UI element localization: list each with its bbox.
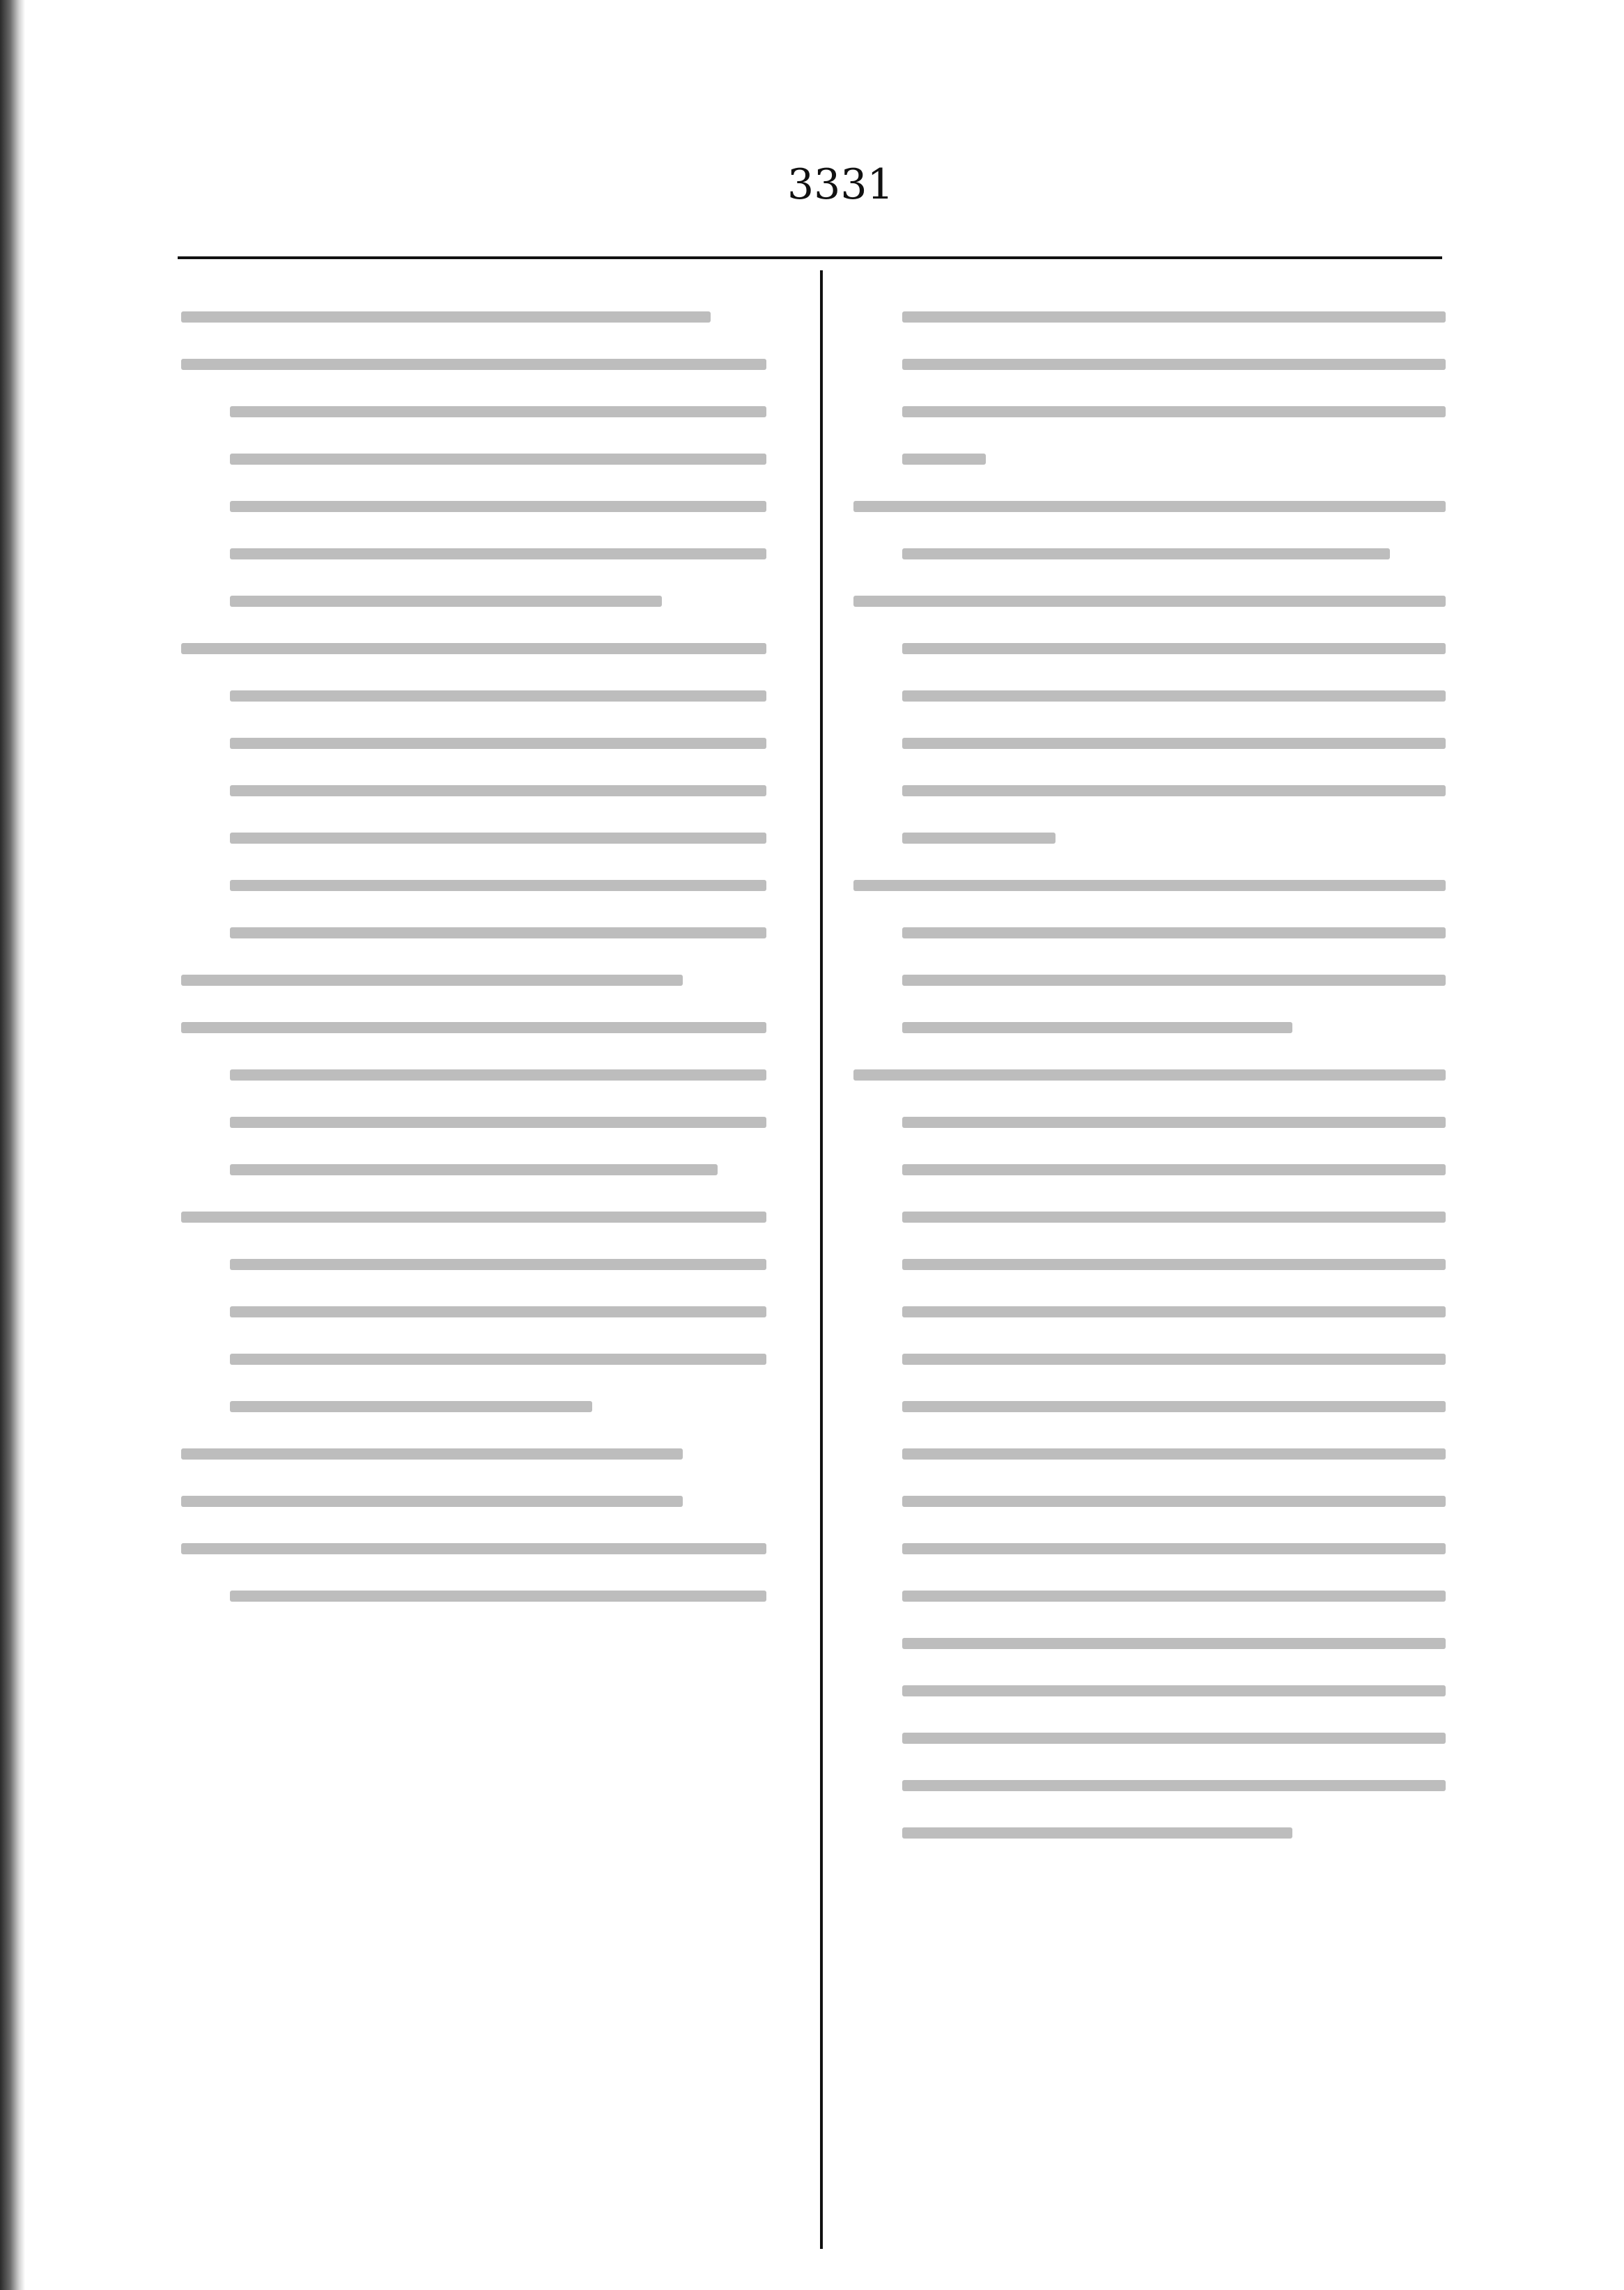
text-line-placeholder bbox=[902, 1543, 1446, 1554]
dictionary-entry bbox=[181, 975, 777, 986]
text-line-placeholder bbox=[230, 1591, 766, 1602]
text-line-placeholder bbox=[230, 1069, 766, 1081]
page-number: 3331 bbox=[787, 160, 894, 209]
text-line-placeholder bbox=[902, 643, 1446, 654]
dictionary-entry bbox=[853, 1069, 1449, 1839]
dictionary-entry bbox=[181, 1496, 777, 1507]
text-line-placeholder bbox=[902, 548, 1390, 559]
dictionary-entry bbox=[853, 311, 1449, 465]
text-line-placeholder bbox=[230, 1401, 592, 1412]
text-line-placeholder bbox=[230, 785, 766, 796]
dictionary-entry bbox=[181, 1022, 777, 1175]
text-line-placeholder bbox=[230, 501, 766, 512]
text-line-placeholder bbox=[902, 1685, 1446, 1696]
text-line-placeholder bbox=[902, 927, 1446, 938]
text-line-placeholder bbox=[230, 880, 766, 891]
text-line-placeholder bbox=[230, 1117, 766, 1128]
dictionary-entry bbox=[853, 596, 1449, 844]
text-line-placeholder bbox=[902, 1354, 1446, 1365]
column-divider bbox=[820, 270, 823, 2249]
scan-edge-shadow bbox=[0, 0, 25, 2290]
text-line-placeholder bbox=[230, 548, 766, 559]
text-line-placeholder bbox=[902, 359, 1446, 370]
text-line-placeholder bbox=[902, 785, 1446, 796]
text-line-placeholder bbox=[902, 1448, 1446, 1460]
text-line-placeholder bbox=[230, 1354, 766, 1365]
dictionary-entry bbox=[181, 359, 777, 607]
text-line-placeholder bbox=[902, 1827, 1292, 1839]
text-line-placeholder bbox=[230, 927, 766, 938]
text-line-placeholder bbox=[853, 880, 1446, 891]
dictionary-entry bbox=[181, 1448, 777, 1460]
text-line-placeholder bbox=[902, 1401, 1446, 1412]
text-line-placeholder bbox=[853, 1069, 1446, 1081]
text-line-placeholder bbox=[902, 1306, 1446, 1317]
dictionary-entry bbox=[181, 311, 777, 323]
text-line-placeholder bbox=[230, 596, 662, 607]
text-line-placeholder bbox=[230, 738, 766, 749]
text-line-placeholder bbox=[181, 311, 711, 323]
text-line-placeholder bbox=[902, 406, 1446, 417]
text-line-placeholder bbox=[902, 1733, 1446, 1744]
text-line-placeholder bbox=[181, 359, 766, 370]
text-line-placeholder bbox=[181, 1543, 766, 1554]
text-line-placeholder bbox=[181, 643, 766, 654]
text-line-placeholder bbox=[230, 1259, 766, 1270]
text-line-placeholder bbox=[902, 1022, 1292, 1033]
dictionary-entry bbox=[181, 1212, 777, 1412]
text-line-placeholder bbox=[230, 690, 766, 702]
dictionary-entry bbox=[181, 1543, 777, 1602]
text-line-placeholder bbox=[902, 1259, 1446, 1270]
text-line-placeholder bbox=[230, 1164, 718, 1175]
text-line-placeholder bbox=[902, 1496, 1446, 1507]
right-column bbox=[853, 275, 1449, 2250]
text-line-placeholder bbox=[230, 1306, 766, 1317]
text-line-placeholder bbox=[230, 454, 766, 465]
text-line-placeholder bbox=[902, 975, 1446, 986]
text-line-placeholder bbox=[902, 1117, 1446, 1128]
text-line-placeholder bbox=[181, 1212, 766, 1223]
text-line-placeholder bbox=[181, 1448, 683, 1460]
dictionary-entry bbox=[853, 880, 1449, 1033]
text-line-placeholder bbox=[902, 833, 1055, 844]
text-line-placeholder bbox=[853, 501, 1446, 512]
text-line-placeholder bbox=[902, 1591, 1446, 1602]
text-line-placeholder bbox=[181, 1496, 683, 1507]
text-line-placeholder bbox=[181, 1022, 766, 1033]
text-line-placeholder bbox=[230, 833, 766, 844]
dictionary-entry bbox=[853, 501, 1449, 559]
text-line-placeholder bbox=[902, 1164, 1446, 1175]
header-rule bbox=[178, 256, 1442, 259]
text-line-placeholder bbox=[853, 596, 1446, 607]
text-line-placeholder bbox=[902, 738, 1446, 749]
dictionary-entry bbox=[181, 643, 777, 938]
text-line-placeholder bbox=[902, 311, 1446, 323]
text-line-placeholder bbox=[902, 1638, 1446, 1649]
text-line-placeholder bbox=[902, 454, 986, 465]
text-line-placeholder bbox=[902, 1780, 1446, 1791]
text-line-placeholder bbox=[181, 975, 683, 986]
left-column bbox=[181, 275, 777, 2250]
text-line-placeholder bbox=[902, 1212, 1446, 1223]
text-line-placeholder bbox=[230, 406, 766, 417]
text-line-placeholder bbox=[902, 690, 1446, 702]
